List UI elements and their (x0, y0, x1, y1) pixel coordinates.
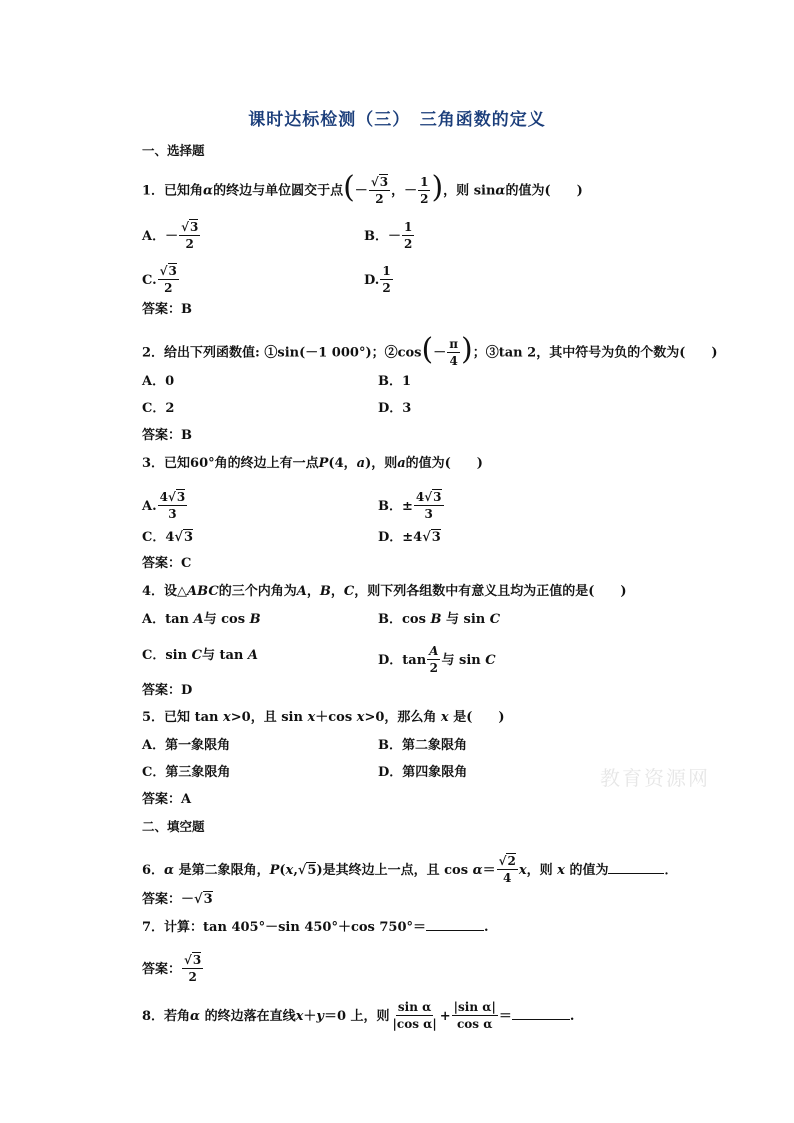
section-heading-choice: 一、选择题 (142, 143, 205, 158)
question-5-option-b: B．第二象限角 (378, 738, 467, 753)
question-3-option-d: D．±4√3 (378, 530, 441, 545)
question-1-answer: 答案：B (142, 302, 192, 317)
question-2-option-a: A．0 (142, 374, 175, 389)
question-2-option-d: D．3 (378, 401, 412, 416)
question-2-stem: 2．给出下列函数值: ①sin(－1 000°)；②cos(－ $\frac{\pi}{4}$ )；③tan 2，其中符号为负的个数为( ) (142, 332, 718, 368)
question-6-stem: 6．α 是第二象限角，P(x,√5)是其终边上一点，且 cos α＝ $\frac{√2}{4}$ x，则 x 的值为 ． (142, 854, 678, 885)
question-4-option-d: D．tan $\frac{A}{2}$ 与 sin C (378, 644, 496, 675)
question-1-option-c: C. $\frac{√3}{2}$ (142, 264, 177, 295)
section-heading-fill: 二、填空题 (142, 819, 205, 834)
question-1-option-b: B．－ $\frac{1}{2}$ (364, 220, 413, 251)
question-4-option-b: B．cos B 与 sin C (378, 612, 501, 627)
question-5-stem: 5．已知 tan x>0，且 sin x＋cos x>0，那么角 x 是( ) (142, 710, 505, 725)
question-1-option-d: D. $\frac{1}{2}$ (364, 264, 391, 295)
page-title: 课时达标检测（三） 三角函数的定义 (248, 110, 546, 130)
question-1-stem: 1．已知角α的终边与单位圆交于点(－ $\frac{√3}{2}$ ，－ $\frac{1}{2}$ )，则 sinα的值为( ) (142, 170, 583, 206)
question-6-answer: 答案：－√3 (142, 892, 213, 907)
question-2-option-c: C．2 (142, 401, 175, 416)
question-5-option-d: D．第四象限角 (378, 765, 468, 780)
question-4-option-a: A．tan A与 cos B (142, 612, 261, 627)
question-3-option-c: C．4√3 (142, 530, 193, 545)
question-5-option-c: C．第三象限角 (142, 765, 231, 780)
question-4-option-c: C．sin C与 tan A (142, 648, 258, 663)
question-3-option-b: B．± $\frac{4√3}{3}$ (378, 490, 442, 521)
question-4-stem: 4．设△ABC的三个内角为A，B，C，则下列各组数中有意义且均为正值的是( ) (142, 584, 627, 599)
fraction: $\frac{1}{2}$ (420, 174, 429, 206)
question-8-stem: 8．若角α 的终边落在直线x＋y＝0 上，则 $\frac{\text{sin α}}{\text{|cos α|}}$ + $\frac{\text{|sin α|}}{\text{cos α}}$ ＝ . (142, 1000, 575, 1031)
question-2-answer: 答案：B (142, 428, 192, 443)
question-7-answer: 答案： $\frac{√3}{2}$ (142, 953, 202, 984)
question-3-option-a: A. $\frac{4√3}{3}$ (142, 490, 186, 521)
watermark: 教育资源网 (600, 766, 710, 790)
question-1-option-a: A．－ $\frac{√3}{2}$ (142, 220, 199, 251)
question-7-stem: 7．计算：tan 405°－sin 450°＋cos 750°＝ . (142, 920, 489, 935)
question-3-answer: 答案：C (142, 556, 192, 571)
question-4-answer: 答案：D (142, 683, 193, 698)
question-2-option-b: B．1 (378, 374, 412, 389)
fraction: $\frac{√3}{2}$ (370, 174, 389, 206)
question-3-stem: 3．已知60°角的终边上有一点P(4，a)，则a的值为( ) (142, 456, 483, 471)
question-5-option-a: A．第一象限角 (142, 738, 231, 753)
question-5-answer: 答案：A (142, 792, 192, 807)
